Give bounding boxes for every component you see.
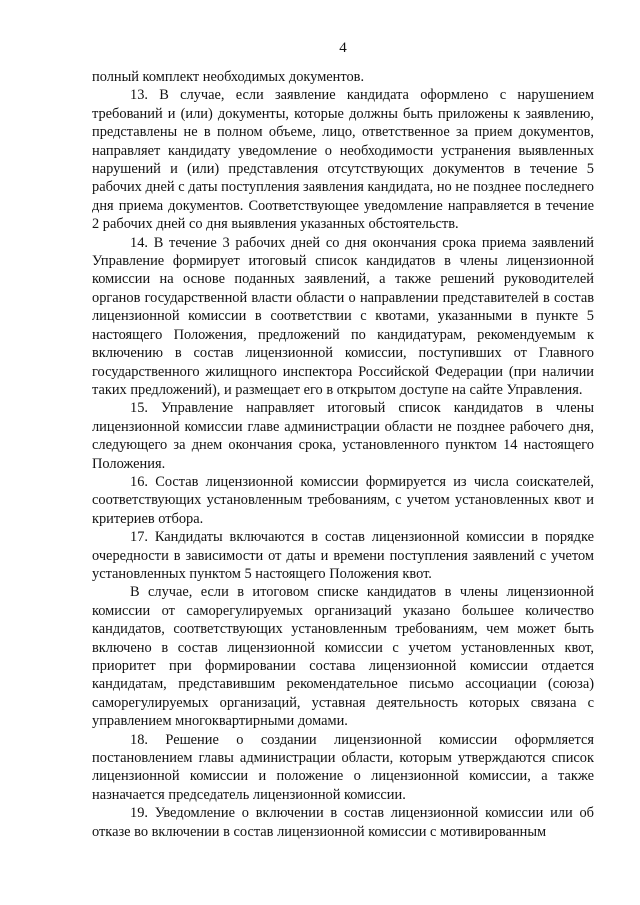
page-number: 4 — [339, 40, 347, 56]
paragraph-18: 18. Решение о создании лицензионной комиссии оформляется постановлением главы администрации области, которым утверждаются список лицензионной комиссии и положение о лицензионной комиссии, а также назначается председатель лицензионной комиссии. — [92, 731, 594, 803]
paragraph-continuation: полный комплект необходимых документов. — [92, 69, 365, 85]
paragraph-15: 15. Управление направляет итоговый список кандидатов в члены лицензионной комиссии главе администрации области не позднее рабочего дня, следующего за днем окончания срока, установленного пунктом 14 настоящего Положения. — [92, 400, 594, 472]
paragraph-16: 16. Состав лицензионной комиссии формируется из числа соискателей, соответствующих установленным требованиям, с учетом установленных квот и критериев отбора. — [92, 473, 594, 527]
paragraph-17: 17. Кандидаты включаются в состав лицензионной комиссии в порядке очередности в зависимости от даты и времени поступления заявлений с учетом установленных пунктом 5 настоящего Положения квот. — [92, 529, 594, 582]
paragraph-14: 14. В течение 3 рабочих дней со дня окончания срока приема заявлений Управление формирует итоговый список кандидатов в члены лицензионной комиссии на основе поданных заявлений, а также решений руководителей органов государственной власти области о направлении представителей в состав лицензионной комиссии в соответствии с квотами, указанными в пункте 5 настоящего Положения, предложений по кандидатурам, рекомендуемым к включению в состав лицензионной комиссии, поступивших от Главного государственного жилищного инспектора Российской Федерации (при наличии таких предложений), и размещает его в открытом доступе на сайте Управления. — [92, 234, 594, 398]
paragraph-13: 13. В случае, если заявление кандидата оформлено с нарушением требований и (или) документы, которые должны быть приложены к заявлению, представлены не в полном объеме, лицо, ответственное за прием документов, направляет кандидату уведомление о необходимости устранения выявленных нарушений и (или) представления отсутствующих документов в течение 5 рабочих дней с даты поступления заявления кандидата, но не позднее последнего дня приема документов. Соответствующее уведомление направляется в течение 2 рабочих дней со дня выявления указанных обстоятельств. — [92, 87, 594, 233]
paragraph-17-priority: В случае, если в итоговом списке кандидатов в члены лицензионной комиссии от саморегулируемых организаций указано большее количество кандидатов, соответствующих установленным требованиям, чем может быть включено в состав лицензионной комиссии с учетом установленных квот, приоритет при формировании состава лицензионной комиссии отдается кандидатам, представившим рекомендательное письмо ассоциации (союза) саморегулируемых организаций, уставная деятельность которых связана с управлением многоквартирными домами. — [92, 584, 594, 730]
paragraph-19: 19. Уведомление о включении в состав лицензионной комиссии или об отказе во включении в состав лицензионной комиссии с мотивированным — [92, 805, 594, 840]
